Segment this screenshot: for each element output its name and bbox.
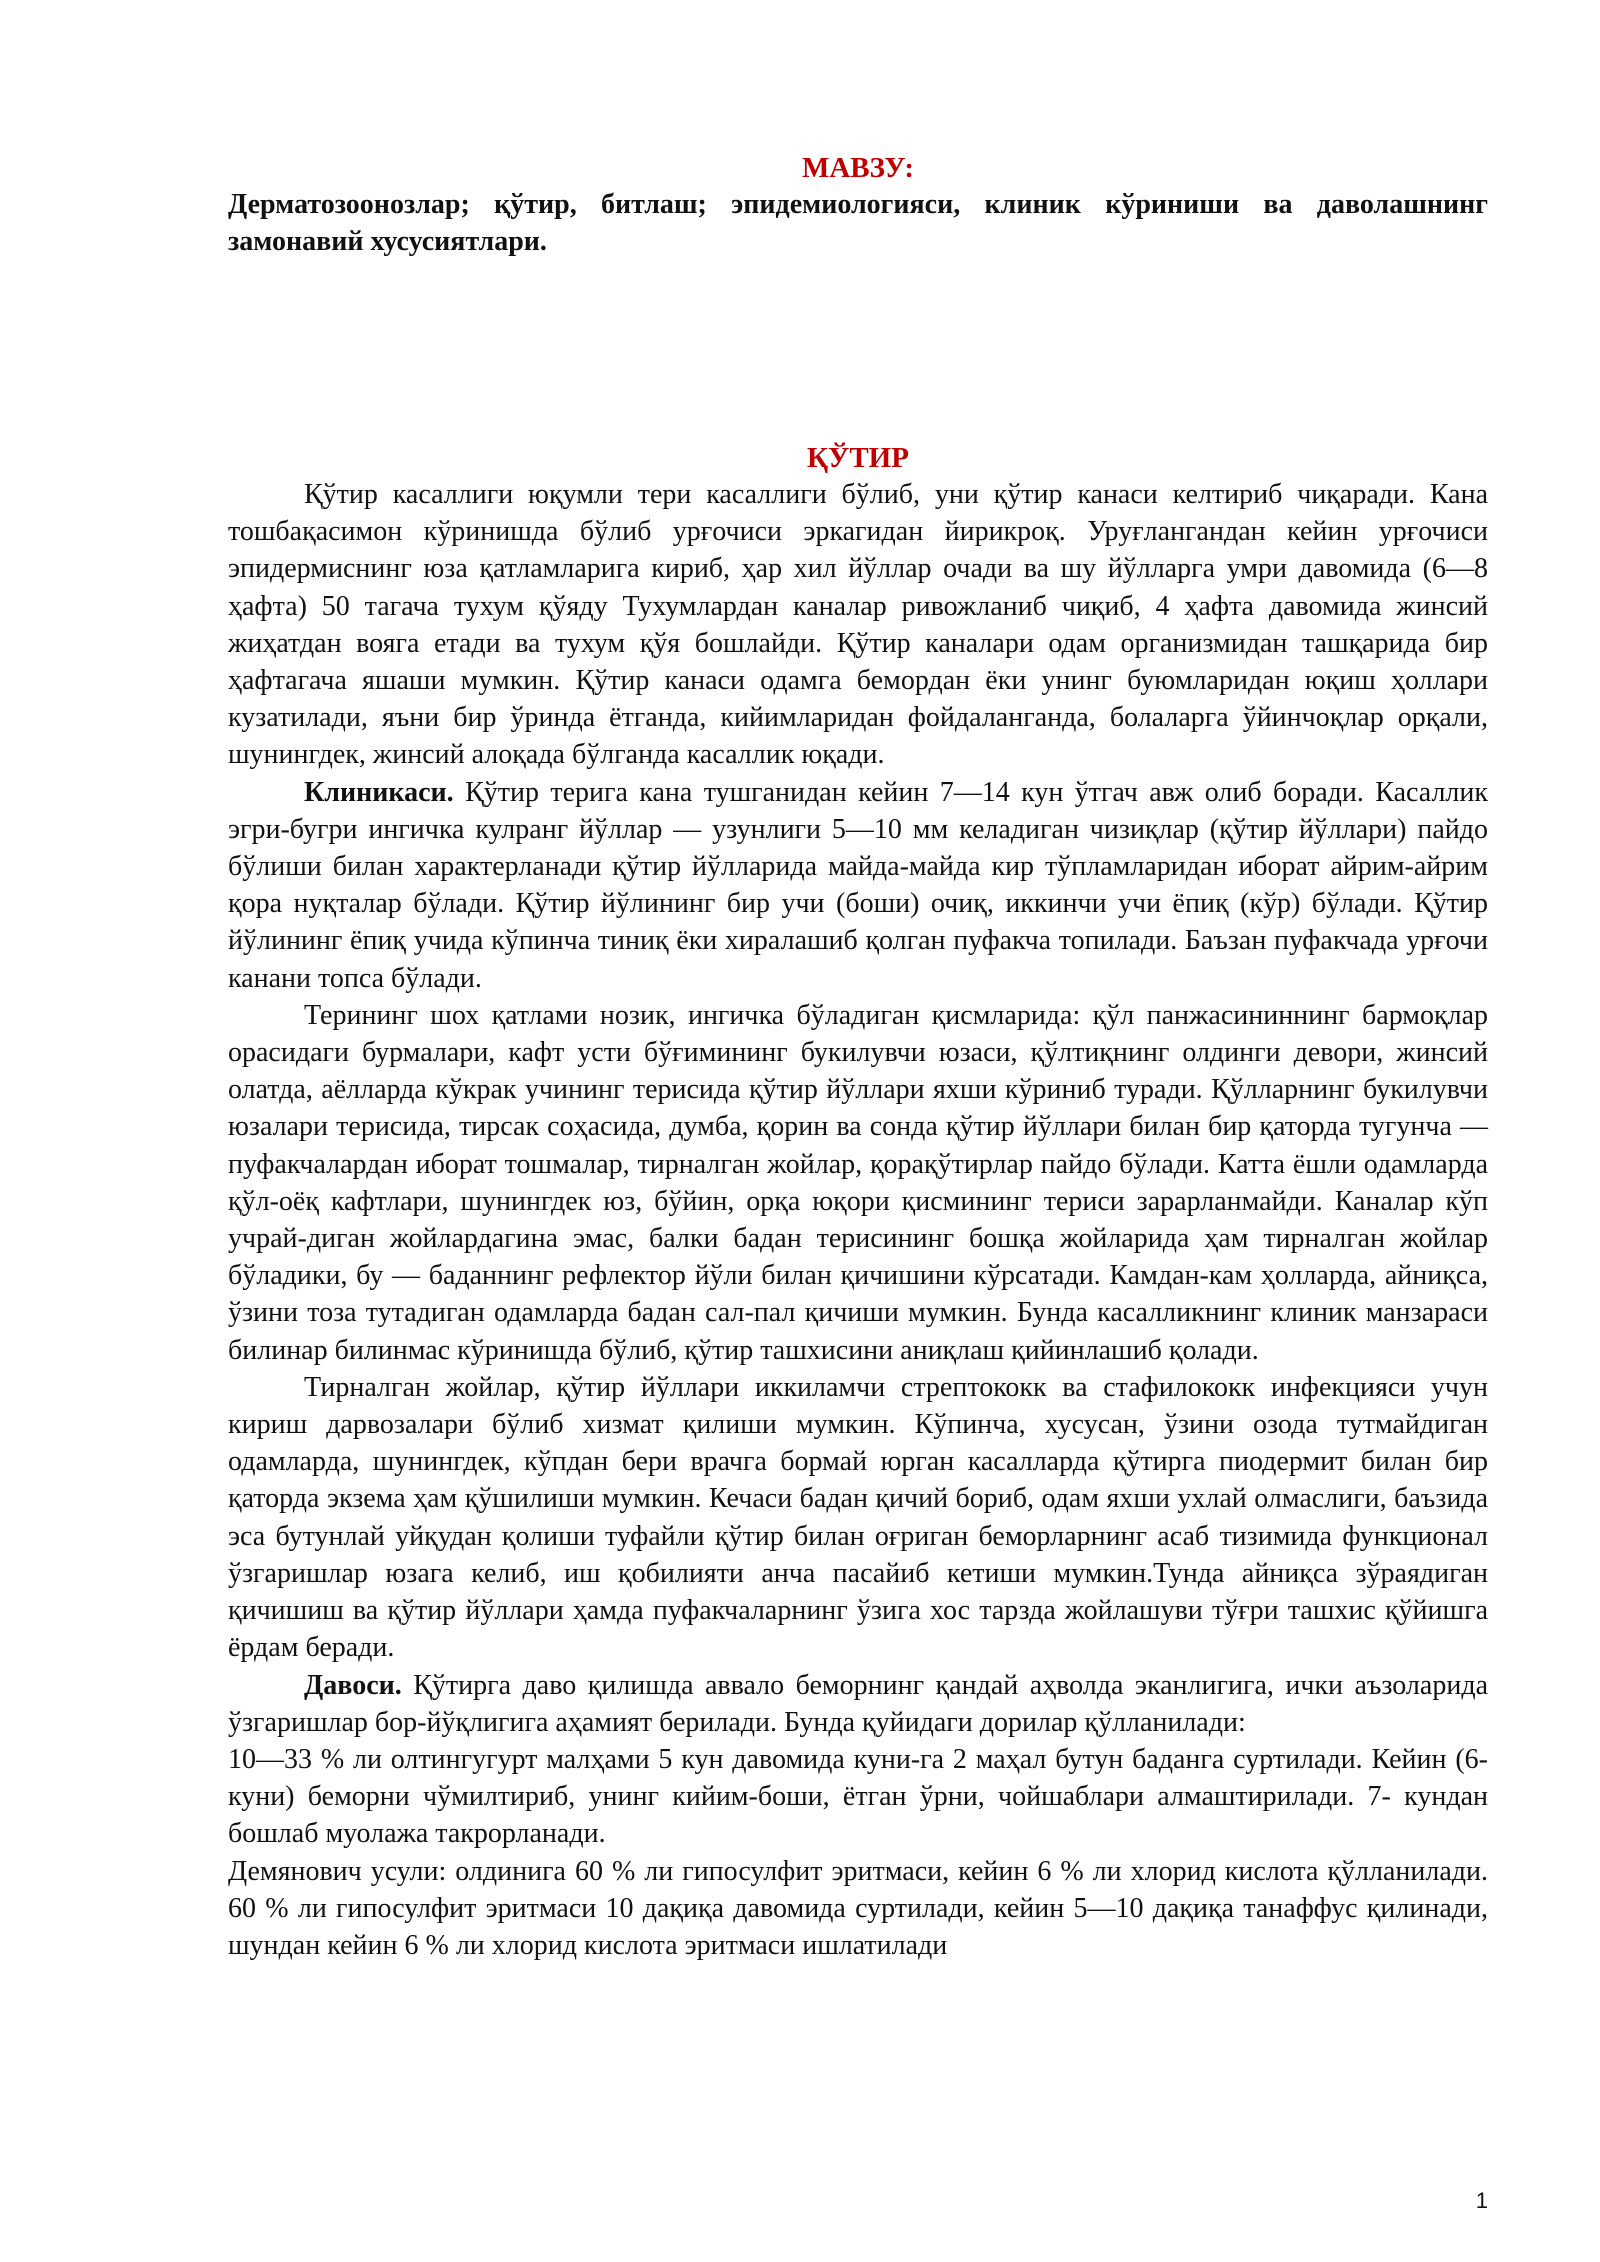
paragraph-treatment xyxy=(228,1667,1488,1741)
paragraph-treatment-lead: Давоси. xyxy=(304,1669,402,1701)
page-number: 1 xyxy=(1475,2188,1488,2213)
paragraph-demyanovich-method: Демянович усули: олдинига 60 % ли гипосулфит эритмаси, кейин 6 % ли хлорид кислота қўлланилади. 60 % ли гипосулфит эритмаси 10 дақиқа давомида суртилади, кейин 5—10 дақиқа танаффус қилинади, шундан кейин 6 % ли хлорид кислота эритмаси ишлатилади xyxy=(228,1855,1488,1961)
paragraph-complications xyxy=(228,1369,1488,1667)
paragraph-clinic xyxy=(228,774,1488,997)
paragraph-treatment-text: Қўтирга даво қилишда аввало беморнинг қандай аҳволда эканлигига, ички аъзоларида ўзгаришлар бор-йўқлигига аҳамият берилади. Бунда қуйидаги дорилар қўлланилади: xyxy=(228,1669,1488,1738)
paragraph-clinic-text: Қўтир терига кана тушганидан кейин 7—14 кун ўтгач авж олиб боради. Касаллик эгри-бугри ингичка кулранг йўллар — узунлиги 5—10 мм келадиган чизиқлар (қўтир йўллари) пайдо бўлиши билан характерланади қўтир йўлларида майда-майда кир тўпламларидан иборат айрим-айрим қора нуқталар бўлади. Қўтир йўлининг бир учи (боши) очиқ, иккинчи учи ёпиқ (кўр) бўлади. Қўтир йўлининг ёпиқ учида кўпинча тиниқ ёки хиралашиб қолган пуфакча топилади. Баъзан пуфакчада урғочи канани топса бўлади. xyxy=(228,776,1488,994)
paragraph-locations-text: Терининг шох қатлами нозик, ингичка бўладиган қисмларида: қўл панжасининнинг бармоқлар орасидаги бурмалари, кафт усти бўғимининг букилувчи юзаси, қўлтиқнинг олдинги девори, жинсий олатда, аёлларда кўкрак учининг терисида қўтир йўллари яхши кўриниб туради. Қўлларнинг букилувчи юзалари терисида, тирсак соҳасида, думба, қорин ва сонда қўтир йўллари билан бир қаторда тугунча — пуфакчалардан иборат тошмалар, тирналган жойлар, қорақўтирлар пайдо бўлади. Катта ёшли одамларда қўл-оёқ кафтлари, шунингдек юз, бўйин, орқа юқори қисмининг териси зарарланмайди. Каналар кўп учрай-диган жойлардагина эмас, балки бадан терисининг бошқа жойларида ҳам тирналган жойлар бўладики, бу — баданнинг рефлектор йўли билан қичишини кўрсатади. Камдан-кам ҳолларда, айниқса, ўзини тоза тутадиган одамларда бадан сал-пал қичиши мумкин. Бунда касалликнинг клиник манзараси билинар билинмас кўринишда бўлиб, қўтир ташхисини аниқлаш қийинлашиб қолади. xyxy=(228,999,1488,1366)
topic-title: Дерматозоонозлар; қўтир, битлаш; эпидемиологияси, клиник кўриниши ва даволашнинг замонавий хусусиятлари. xyxy=(228,189,1488,257)
topic-label: МАВЗУ: xyxy=(801,152,915,184)
paragraph-complications-text: Тирналган жойлар, қўтир йўллари иккиламчи стрептококк ва стафилококк инфекцияси учун кириш дарвозалари бўлиб хизмат қилиши мумкин. Кўпинча, хусусан, ўзини озода тутмайдиган одамларда, шунингдек, кўпдан бери врачга бормай юрган касалларда қўтирга пиодермит билан бир қаторда экзема ҳам қўшилиши мумкин. Кечаси бадан қичий бориб, одам яхши ухлай олмаслиги, баъзида эса бутунлай уйқудан қолиши туфайли қўтир билан оғриган беморларнинг асаб тизимида функционал ўзгаришлар юзага келиб, иш қобилияти анча пасайиб кетиши мумкин.Тунда айниқса зўраядиган қичишиш ва қўтир йўллари ҳамда пуфакчаларнинг ўзига хос тарзда жойлашуви тўғри ташхис қўйишга ёрдам беради. xyxy=(228,1371,1488,1664)
document-page xyxy=(228,150,1488,1964)
paragraph-sulfur-ointment: 10—33 % ли олтингугурт малҳами 5 кун давомида куни-га 2 маҳал бутун баданга суртилади. Кейин (6- куни) беморни чўмилтириб, унинг кийим-боши, ётган ўрни, чойшаблари алмаштирилади. 7- кундан бошлаб муолажа такрорланади. xyxy=(228,1743,1488,1850)
paragraph-intro-text: Қўтир касаллиги юқумли тери касаллиги бўлиб, уни қўтир канаси келтириб чиқаради. Кана тошбақасимон кўринишда бўлиб урғочиси эркагидан йирикроқ. Уруғлангандан кейин урғочиси эпидермиснинг юза қатламларига кириб, ҳар хил йўллар очади ва шу йўлларга умри давомида (6—8 ҳафта) 50 тагача тухум қўяду Тухумлардан каналар ривожланиб чиқиб, 4 ҳафта давомида жинсий жиҳатдан вояга етади ва тухум қўя бошлайди. Қўтир каналари одам организмидан ташқарида бир ҳафтагача яшаши мумкин. Қўтир канаси одамга бемордан ёки унинг буюмларидан юқиш ҳоллари кузатилади, яъни бир ўринда ётганда, кийимларидан фойдаланганда, болаларга ўйинчоқлар орқали, шунингдек, жинсий алоқада бўлганда касаллик юқади. xyxy=(228,479,1488,771)
paragraph-intro xyxy=(228,476,1488,774)
paragraph-locations xyxy=(228,997,1488,1369)
paragraph-clinic-lead: Клиникаси. xyxy=(304,776,454,808)
section-heading: ҚЎТИР xyxy=(807,442,909,474)
